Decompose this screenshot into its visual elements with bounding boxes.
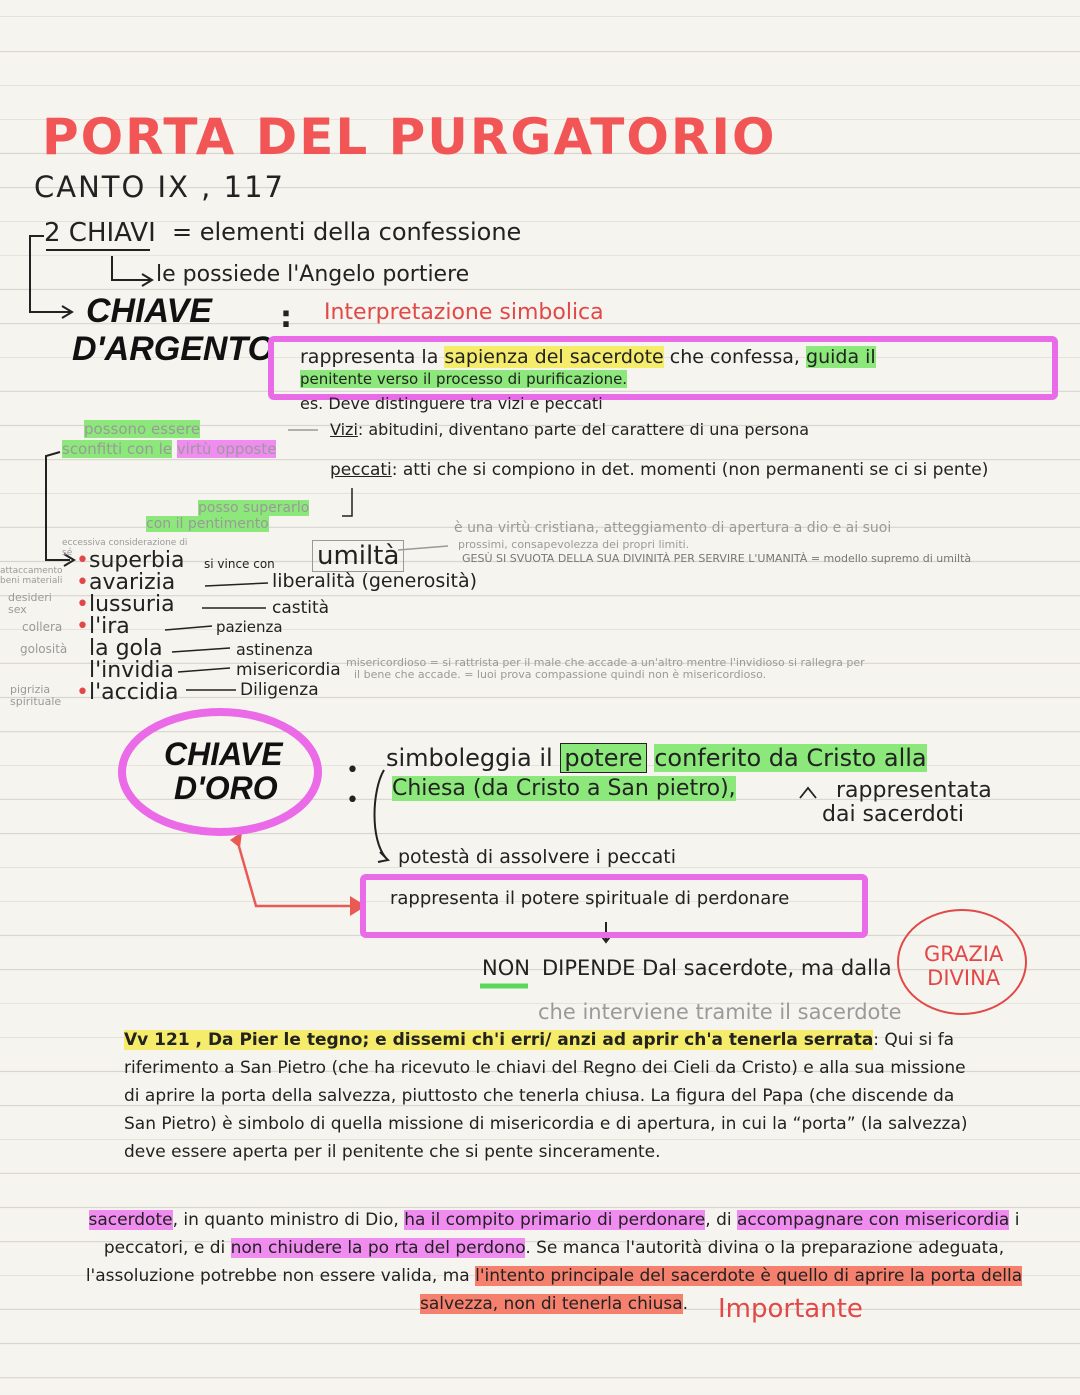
- keys-definition: = elementi della confessione: [172, 218, 522, 246]
- by-priests: dai sacerdoti: [822, 802, 964, 827]
- possono-note-1: possono essere: [84, 420, 201, 438]
- interviene-note: che interviene tramite il sacerdote: [538, 1000, 902, 1024]
- non-label: NON: [482, 956, 530, 980]
- verse-line: riferimento a San Pietro (che ha ricevuto le chiavi del Regno dei Cieli da Cristo) e alla sua missione: [124, 1058, 966, 1078]
- closing-line-2: peccatori, e di non chiudere la po rta del perdono. Se manca l'autorità divina o la preparazione adeguata,: [103, 1238, 1005, 1258]
- vice-accidia: •l'accidia: [76, 680, 179, 705]
- virtue-castita: castità: [272, 598, 330, 618]
- page-title: PORTA DEL PURGATORIO: [42, 108, 777, 166]
- superato-note-2: con il pentimento: [146, 516, 269, 532]
- umilta-note-2: prossimi, consapevolezza dei propri limiti.: [458, 538, 690, 551]
- silver-key-label-2: D'ARGENTO: [72, 330, 275, 368]
- angel-note: le possiede l'Angelo portiere: [156, 262, 470, 287]
- verse-line: deve essere aperta per il penitente che si pente sinceramente.: [124, 1142, 661, 1162]
- dipende-line: DIPENDE Dal sacerdote, ma dalla: [542, 956, 892, 980]
- vice-avarizia: •avarizia: [76, 570, 176, 595]
- umilta-note-1: è una virtù cristiana, atteggiamento di apertura a dio e ai suoi: [454, 520, 892, 536]
- vizi-definition: Vizi: abitudini, diventano parte del carattere di una persona: [330, 420, 810, 439]
- umilta-note-3: GESÙ SI SVUOTA DELLA SUA DIVINITÀ PER SERVIRE L'UMANITÀ = modello supremo di umiltà: [462, 552, 972, 565]
- closing-paragraph: [64, 1206, 1044, 1318]
- colon-mark: :: [280, 300, 292, 335]
- gold-bullets: • •: [346, 758, 359, 813]
- silver-key-box-line2: penitente verso il processo di purificazione.: [300, 370, 628, 388]
- side-note-ira: collera: [22, 620, 63, 634]
- virtue-misericordia: misericordia: [236, 660, 341, 680]
- side-note-lussuria: desideri sex: [8, 591, 52, 616]
- side-note-superbia: eccessiva considerazione di sé: [62, 538, 188, 558]
- silver-key-label-1: CHIAVE: [86, 292, 212, 330]
- gold-key-label-2: D'ORO: [174, 770, 278, 806]
- verse-paragraph: Vv 121 , Da Pier le tegno; e dissemi ch'i erri/ anzi ad aprir ch'a tenerla serrata: Qui si fa riferimento a San Pietro (che ha ricevuto le chiavi del Regno dei Cieli da Cristo) e alla sua missione di aprire la porta della salvezza, piuttosto che tenerla chiusa. La figura del Papa (che discende da San Pietro) è simbolo di quella missione di misericordia e di apertura, in cui la “porta” (la salvezza) deve essere aperta per il penitente che si pente sinceramente.: [124, 1026, 1014, 1166]
- miseric-note-2: il bene che accade. = luoi prova compassione quindi non è misericordioso.: [354, 668, 767, 681]
- side-note-avarizia: attaccamento beni materiali: [0, 566, 63, 586]
- verse-line: di aprire la porta della salvezza, piuttosto che tenerla chiusa. La figura del Papa (che discende da: [124, 1086, 955, 1106]
- potesta-line: potestà di assolvere i peccati: [398, 846, 676, 868]
- virtue-umilta: umiltà: [312, 540, 404, 572]
- vice-invidia: l'invidia: [88, 658, 174, 683]
- vice-gola: la gola: [88, 636, 163, 661]
- gold-key-box-text: rappresenta il potere spirituale di perdonare: [390, 888, 790, 909]
- gold-line-2: Chiesa (da Cristo a San pietro),: [392, 776, 736, 801]
- vice-superbia: •superbia: [76, 548, 185, 573]
- virtue-astinenza: astinenza: [236, 640, 314, 659]
- grazia-divina: GRAZIA DIVINA: [924, 942, 1004, 990]
- silver-key-box-line1: rappresenta la sapienza del sacerdote che confessa, guida il: [300, 346, 876, 368]
- si-vince-con: si vince con: [204, 557, 275, 571]
- superato-note-1: posso superarlo: [198, 500, 310, 516]
- vice-ira: •l'ira: [76, 614, 130, 639]
- gold-line-1: simboleggia il potere conferito da Cristo alla: [386, 744, 927, 772]
- virtue-diligenza: Diligenza: [240, 680, 319, 700]
- side-note-accidia: pigrizia spirituale: [10, 683, 62, 708]
- vice-lussuria: •lussuria: [76, 592, 175, 617]
- verse-quote: Vv 121 , Da Pier le tegno; e dissemi ch'i erri/ anzi ad aprir ch'a tenerla serrata: [124, 1030, 874, 1050]
- gold-key-label-1: CHIAVE: [164, 736, 283, 772]
- closing-line-1: sacerdote, in quanto ministro di Dio, ha il compito primario di perdonare, di accompagnare con misericordia i: [88, 1210, 1020, 1230]
- two-keys-label: 2 CHIAVI: [44, 218, 156, 248]
- verse-line: San Pietro) è simbolo di quella missione di misericordia e di apertura, in cui la “porta” (la salvezza): [124, 1114, 968, 1134]
- virtue-liberalita: liberalità (generosità): [272, 570, 478, 592]
- importante-note: Importante: [718, 1294, 863, 1324]
- closing-line-3: l'assoluzione potrebbe non essere valida, ma l'intento principale del sacerdote è quello di aprire la porta della: [85, 1266, 1023, 1286]
- canto-reference: CANTO IX , 117: [34, 170, 285, 204]
- virtue-pazienza: pazienza: [216, 618, 283, 636]
- example-line: es. Deve distinguere tra vizi e peccati: [300, 394, 603, 413]
- miseric-note-1: misericordioso = si rattrista per il male che accade a un'altro mentre l'invidioso si rallegra per: [346, 656, 865, 669]
- symbolic-interpretation: Interpretazione simbolica: [324, 300, 604, 325]
- possono-note-2: sconfitti con le virtù opposte: [62, 440, 277, 458]
- peccati-definition: peccati: atti che si compiono in det. momenti (non permanenti se ci si pente): [330, 460, 989, 480]
- vice-list: [76, 550, 185, 704]
- side-note-gola: golosità: [20, 642, 68, 656]
- represented-by: rappresentata: [836, 778, 992, 803]
- closing-line-4: salvezza, non di tenerla chiusa.: [419, 1294, 689, 1314]
